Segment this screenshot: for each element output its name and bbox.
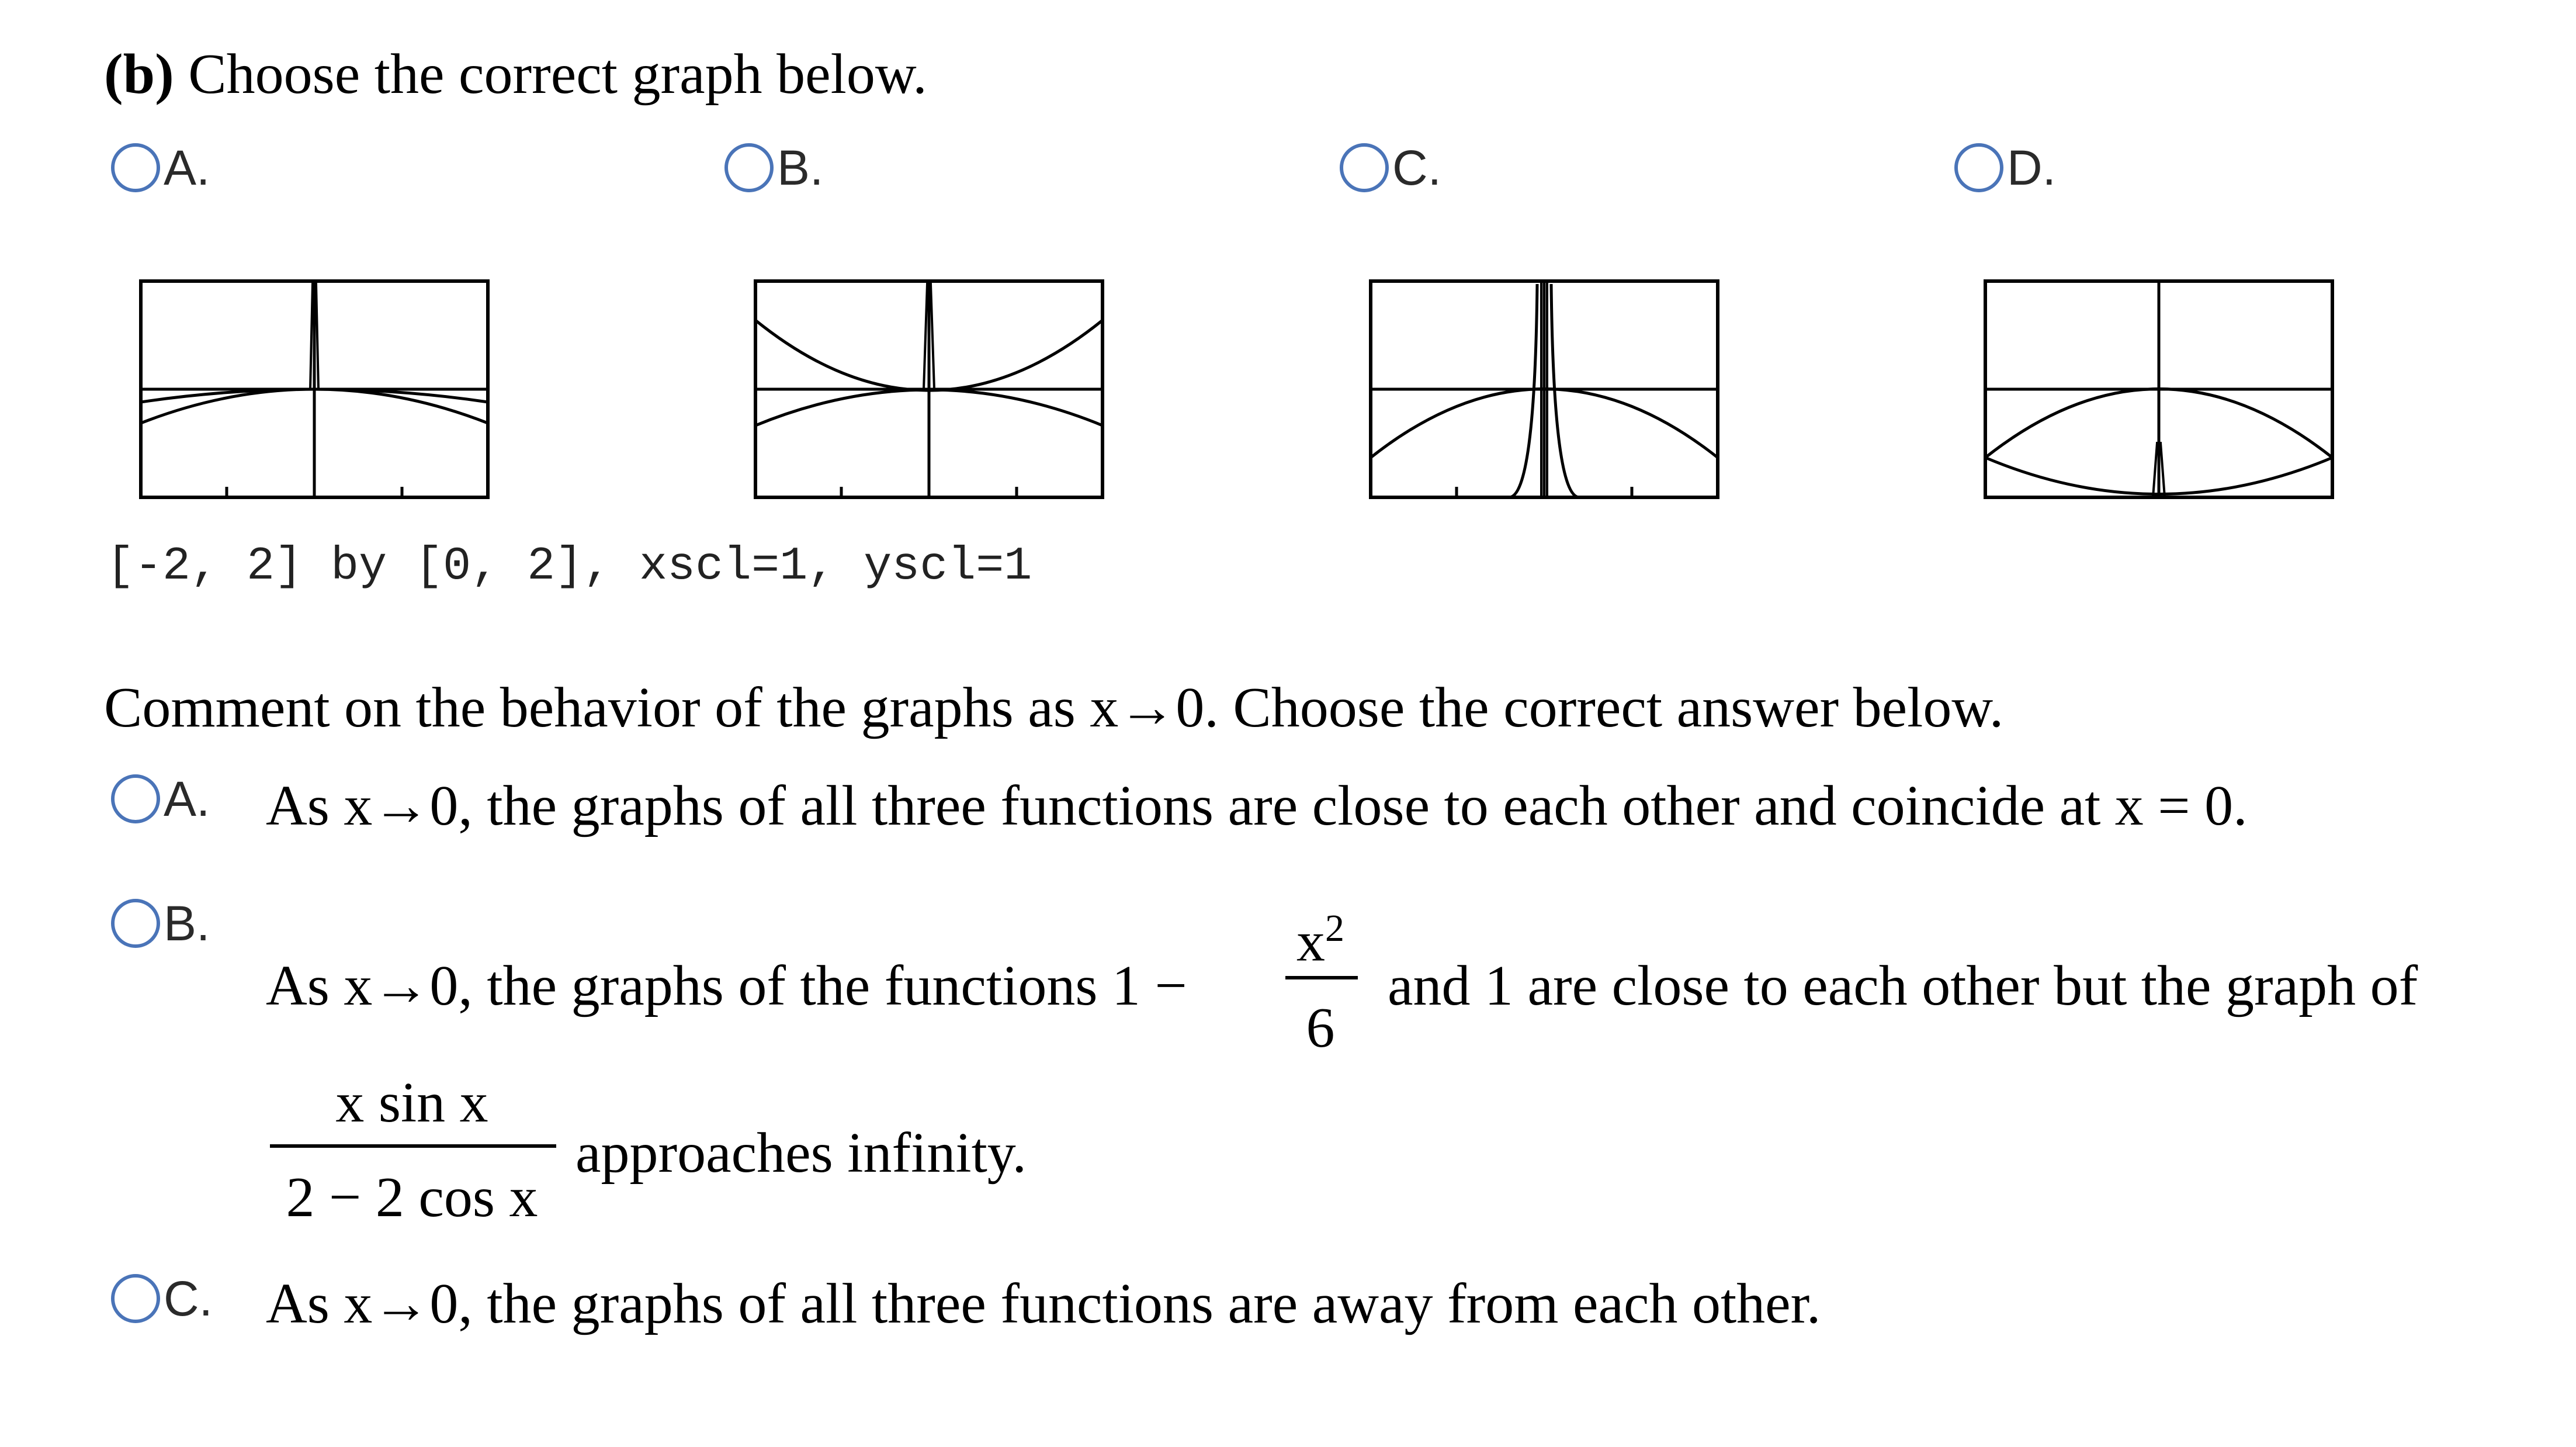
answer-b-text-part1: As x→0, the graphs of the functions 1 −: [266, 954, 1187, 1017]
option-letter: D.: [2007, 140, 2056, 195]
fraction-bar: [270, 1144, 556, 1148]
behavior-question: Comment on the behavior of the graphs as x→0. Choose the correct answer below.: [104, 676, 2004, 739]
graph-c: [1369, 279, 1719, 499]
fraction-cos-denominator: [266, 1166, 558, 1229]
fraction-bar: [1285, 976, 1358, 979]
radio-icon[interactable]: [111, 774, 160, 823]
answer-a-text: As x→0, the graphs of all three functions are close to each other and coincide at x = 0.: [266, 774, 2248, 837]
window-caption: [-2, 2] by [0, 2], xscl=1, yscl=1: [106, 540, 1032, 593]
graph-a: [139, 279, 490, 499]
numerator-text: x sin x: [335, 1071, 488, 1134]
fraction-x2-numerator: [1282, 907, 1358, 974]
numerator-exponent: 2: [1325, 907, 1344, 950]
denominator-text: 2 − 2 cos x: [286, 1166, 538, 1229]
answer-option-b[interactable]: [111, 896, 210, 951]
answer-b-text-part2: and 1 are close to each other but the graph of: [1388, 954, 2418, 1017]
fraction-xsinx-numerator: [266, 1071, 558, 1134]
radio-icon[interactable]: [1340, 143, 1389, 192]
graph-option-a[interactable]: [111, 140, 210, 195]
numerator-base: x: [1296, 910, 1325, 974]
option-letter: A.: [164, 140, 210, 195]
graph-option-b[interactable]: [724, 140, 824, 195]
radio-icon[interactable]: [1954, 143, 2003, 192]
answer-option-c[interactable]: [111, 1271, 213, 1326]
option-letter: A.: [164, 771, 210, 826]
radio-icon[interactable]: [724, 143, 774, 192]
part-label: (b): [104, 43, 174, 106]
part-prompt: Choose the correct graph below.: [188, 43, 927, 106]
radio-icon[interactable]: [111, 143, 160, 192]
option-letter: C.: [164, 1271, 213, 1326]
fraction-6-denominator: 6: [1306, 996, 1335, 1060]
graph-option-c[interactable]: [1340, 140, 1441, 195]
answer-option-a[interactable]: [111, 771, 210, 826]
graph-b: [754, 279, 1104, 499]
option-letter: B.: [777, 140, 824, 195]
radio-icon[interactable]: [111, 1274, 160, 1323]
answer-c-text: As x→0, the graphs of all three functions are away from each other.: [266, 1272, 1821, 1335]
graph-d: [1984, 279, 2334, 499]
answer-b-text-part3: approaches infinity.: [575, 1121, 1027, 1185]
radio-icon[interactable]: [111, 899, 160, 948]
part-b-heading: [104, 43, 927, 106]
option-letter: C.: [1392, 140, 1441, 195]
graph-option-d[interactable]: [1954, 140, 2056, 195]
option-letter: B.: [164, 896, 210, 951]
